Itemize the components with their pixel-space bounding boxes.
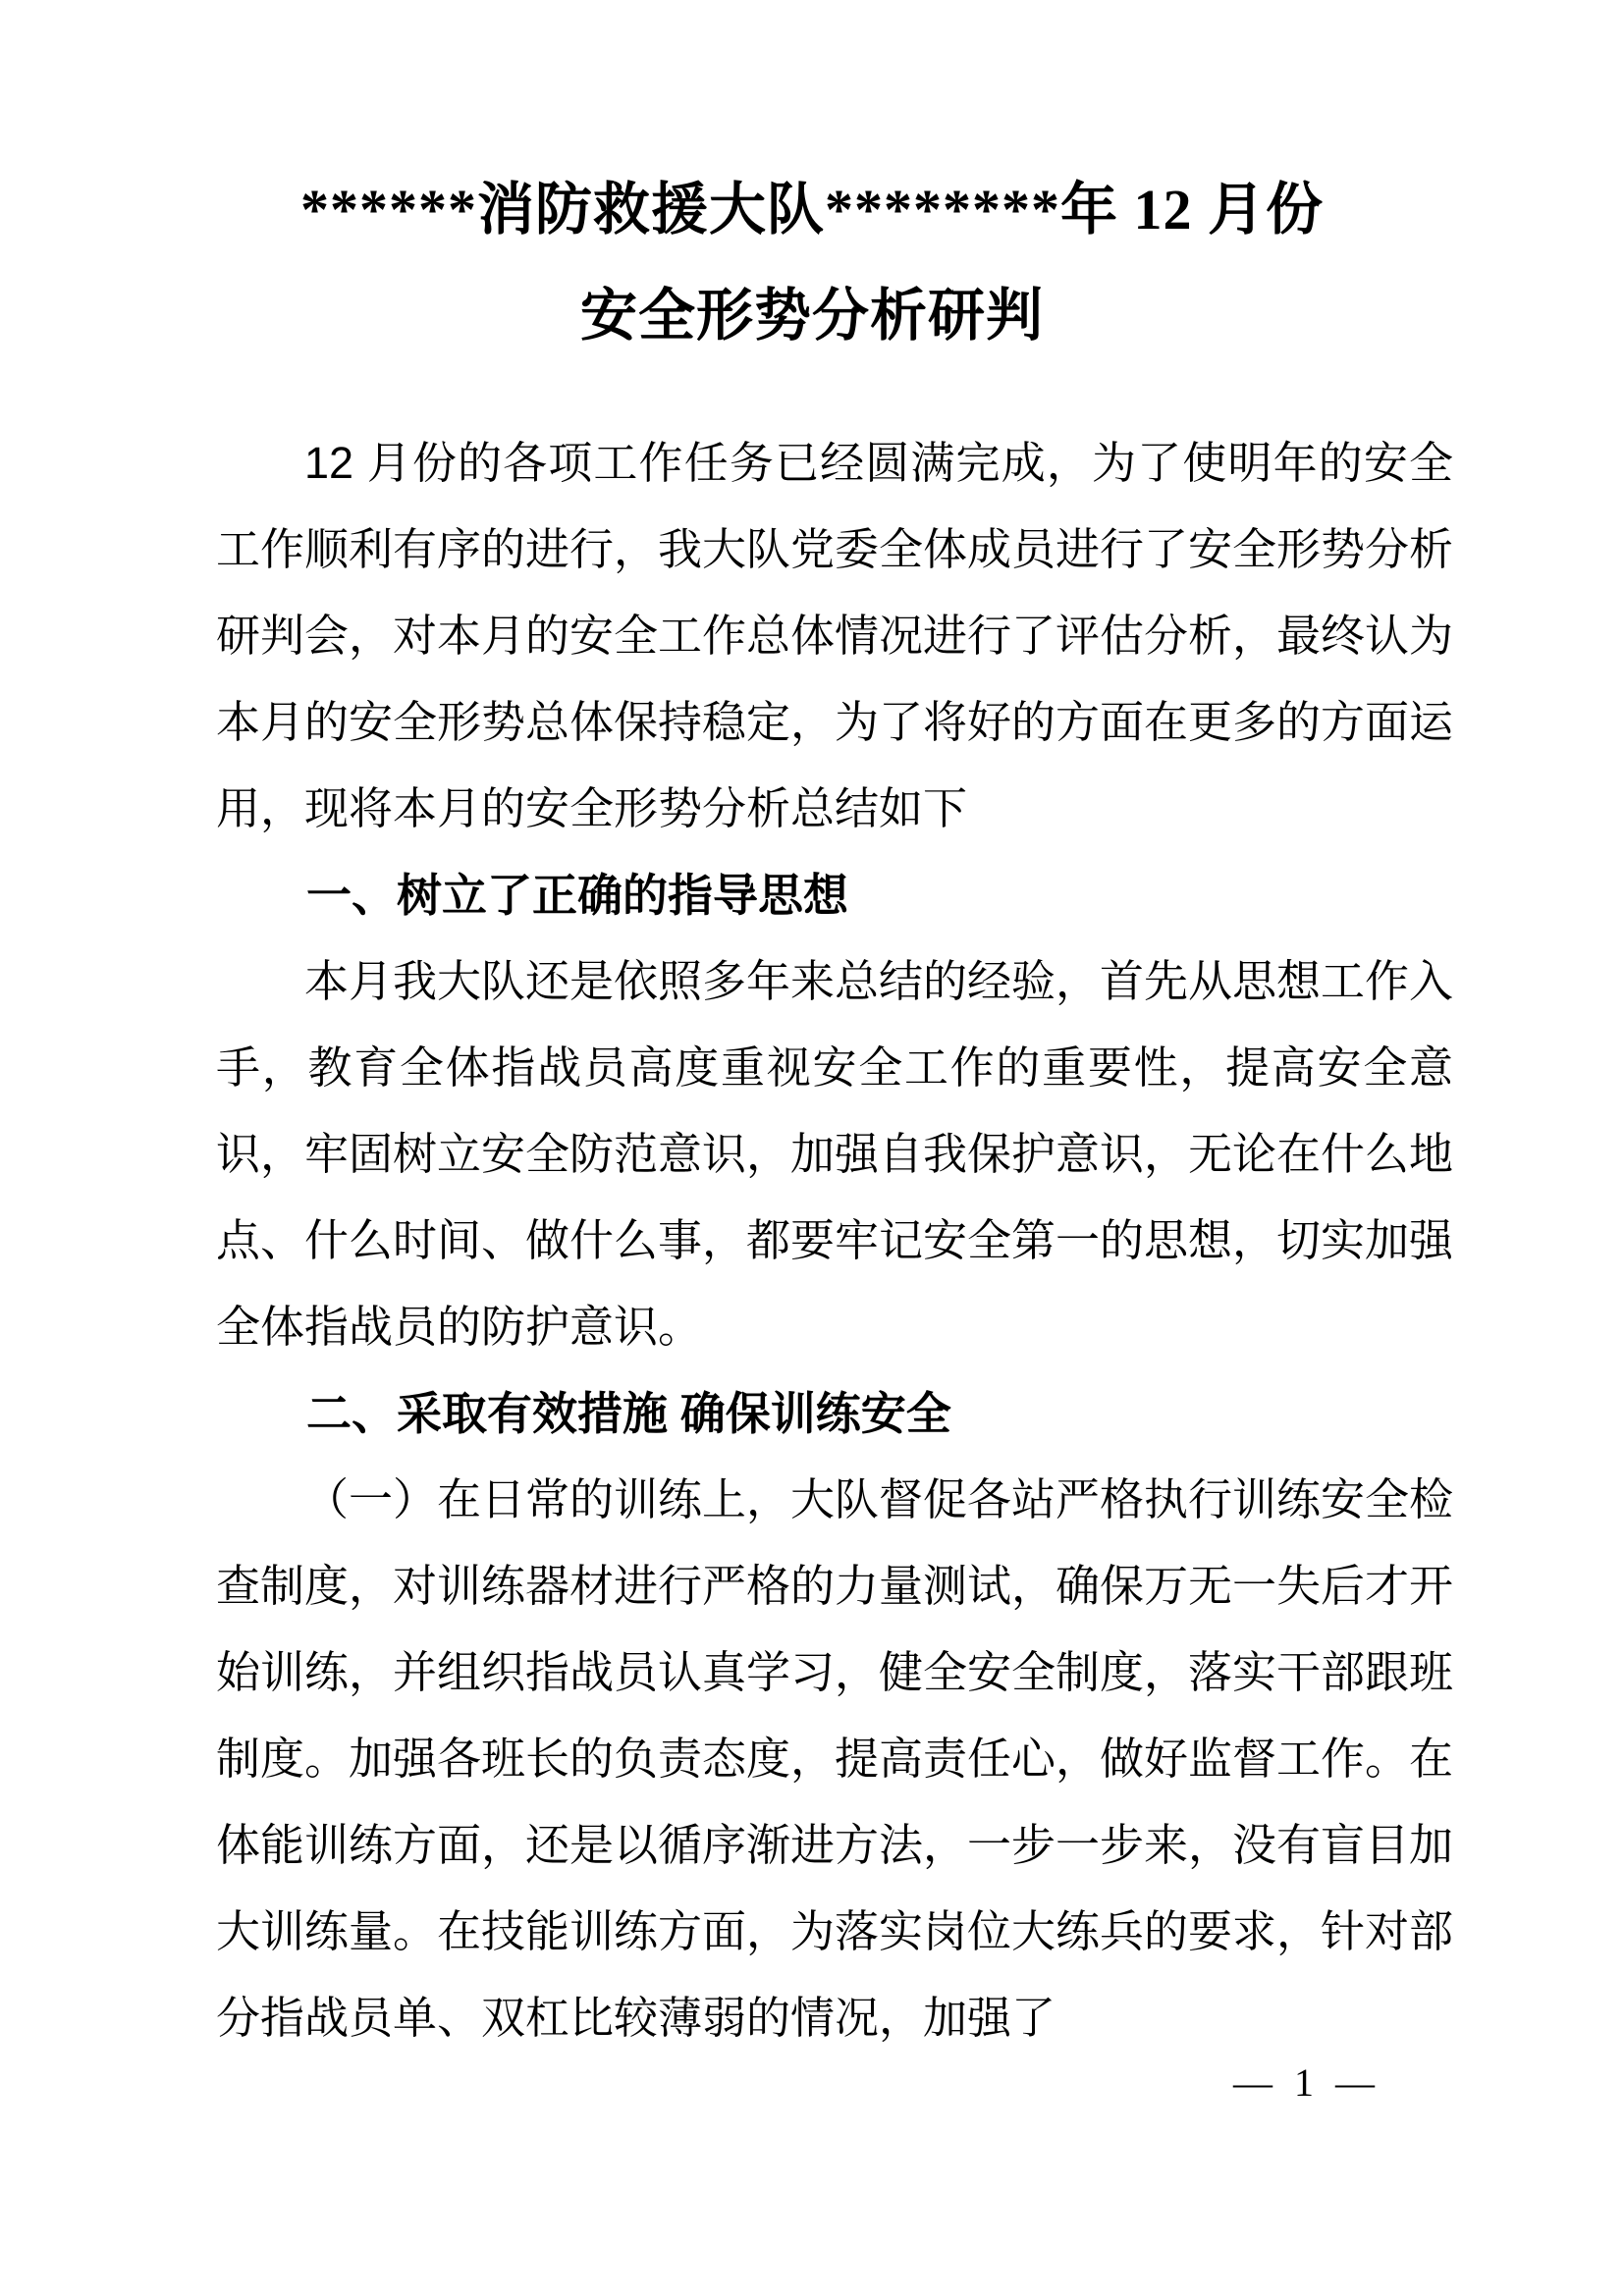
document-title-line-2: 安全形势分析研判 [579, 284, 1044, 347]
section-heading-1: 一、树立了正确的指导思想 [306, 870, 848, 921]
intro-paragraph: 12 月份的各项工作任务已经圆满完成，为了使明年的安全工作顺利有序的进行，我大队党委全体成员进行了安全形势分析研判会，对本月的安全工作总体情况进行了评估分析，最终认为本月的安全形势总体保持稳定，为了将好的方面在更多的方面运用，现将本月的安全形势分析总结如下 [216, 438, 1454, 833]
page-number: — 1 — [1233, 2060, 1380, 2105]
section-heading-2: 二、采取有效措施 确保训练安全 [306, 1388, 951, 1439]
document-title [0, 157, 1624, 369]
document-title-line-1: ******消防救援大队********年 12 月份 [299, 178, 1324, 241]
section-1-paragraph: 本月我大队还是依照多年来总结的经验，首先从思想工作入手，教育全体指战员高度重视安全工作的重要性，提高安全意识，牢固树立安全防范意识，加强自我保护意识，无论在什么地点、什么时间、做什么事，都要牢记安全第一的思想，切实加强全体指战员的防护意识。 [216, 956, 1454, 1352]
document-body [0, 420, 1624, 2061]
section-2-paragraph: （一）在日常的训练上，大队督促各站严格执行训练安全检查制度，对训练器材进行严格的力量测试，确保万无一失后才开始训练，并组织指战员认真学习，健全安全制度，落实干部跟班制度。加强各班长的负责态度，提高责任心，做好监督工作。在体能训练方面，还是以循序渐进方法，一步一步来，没有盲目加大训练量。在技能训练方面，为落实岗位大练兵的要求，针对部分指战员单、双杠比较薄弱的情况，加强了 [216, 1474, 1454, 2043]
